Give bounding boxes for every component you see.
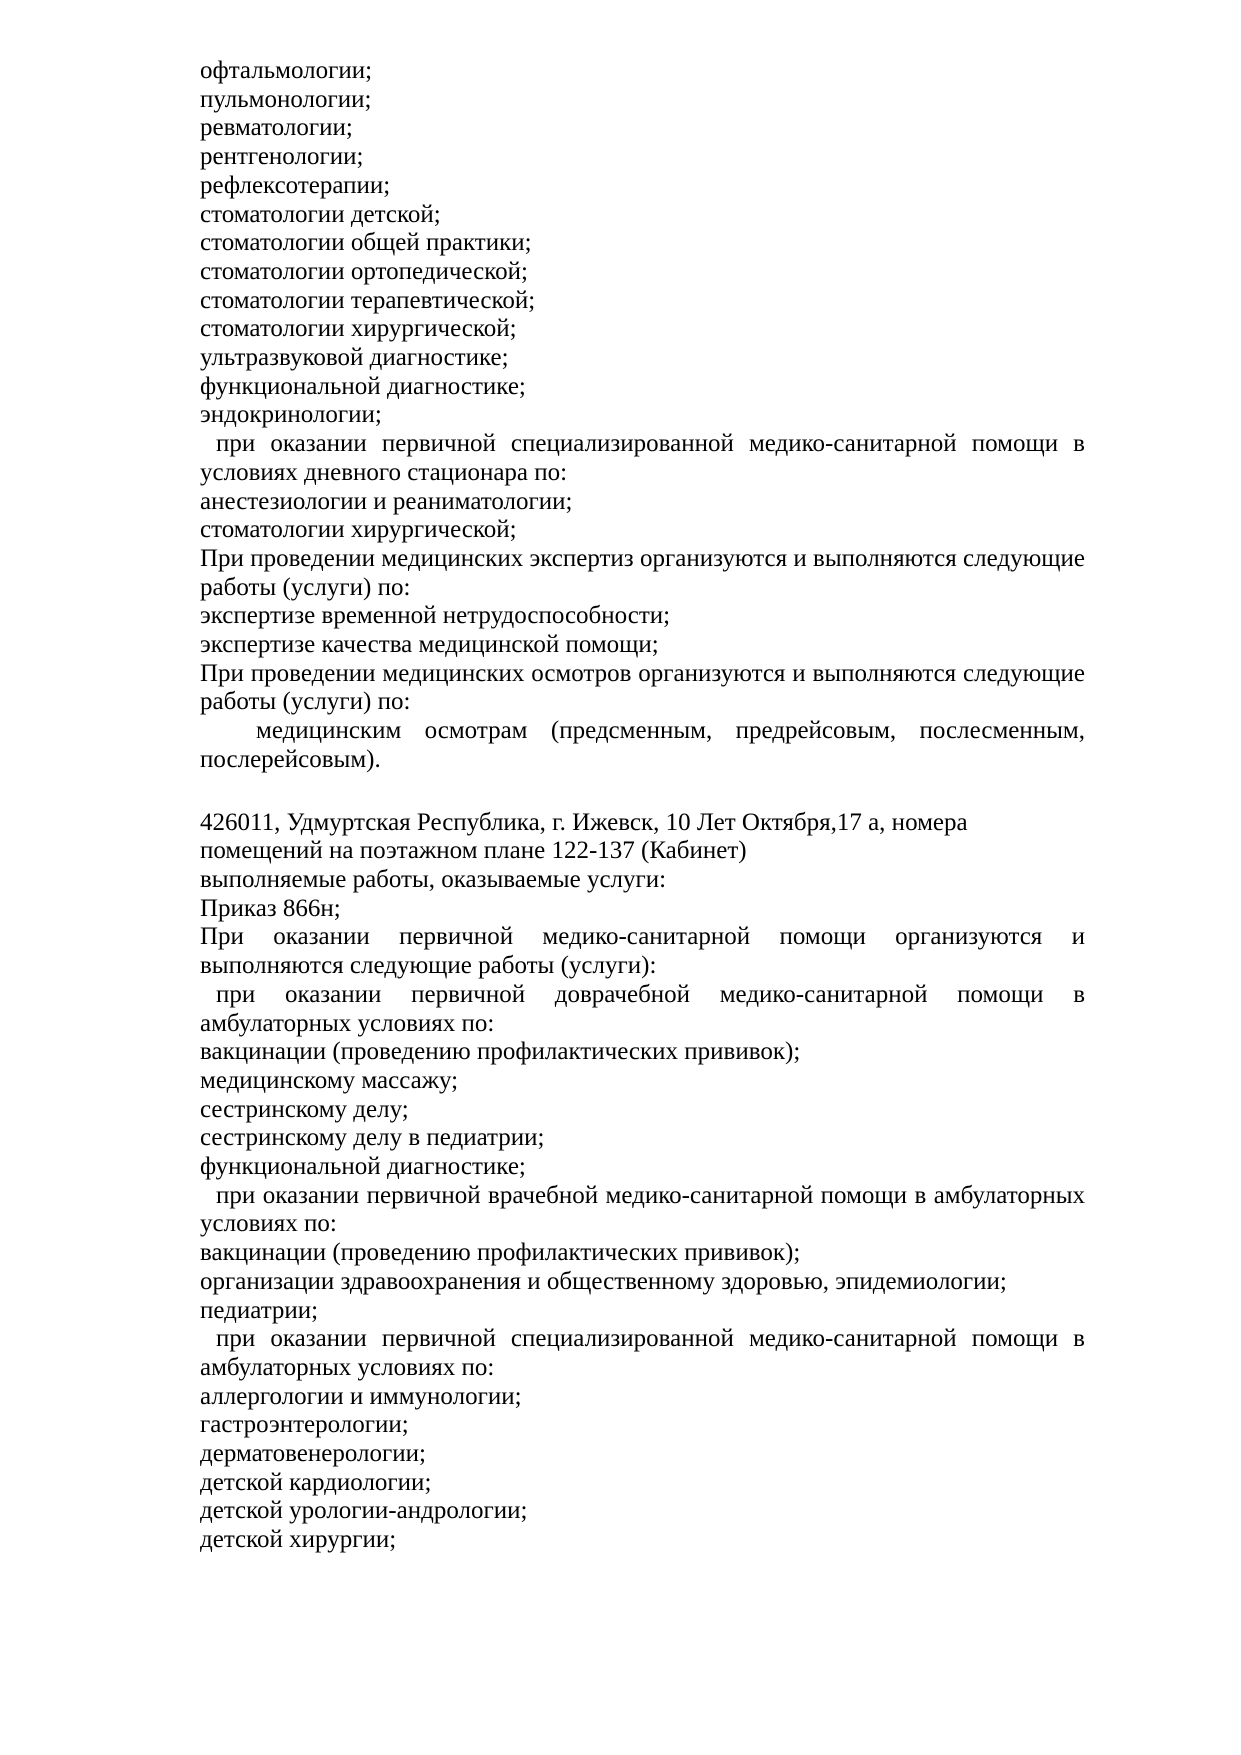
document-line: стоматологии общей практики; bbox=[200, 229, 532, 257]
document-line: При проведении медицинских экспертиз организуются и выполняются следующие работы (услуги) по: bbox=[200, 544, 1085, 601]
document-line: сестринскому делу в педиатрии; bbox=[200, 1124, 545, 1152]
document-line: пульмонологии; bbox=[200, 85, 372, 113]
document-line: стоматологии терапевтической; bbox=[200, 286, 536, 314]
document-line: аллергологии и иммунологии; bbox=[200, 1382, 522, 1410]
document-line: функциональной диагностике; bbox=[200, 1153, 526, 1181]
document-body bbox=[200, 57, 1085, 1555]
document-line: стоматологии ортопедической; bbox=[200, 257, 528, 285]
document-line: стоматологии хирургической; bbox=[200, 315, 517, 343]
document-line: рефлексотерапии; bbox=[200, 171, 391, 199]
document-line: эндокринологии; bbox=[200, 401, 382, 429]
document-line: детской кардиологии; bbox=[200, 1468, 432, 1496]
document-line: дерматовенерологии; bbox=[200, 1440, 426, 1468]
document-line: детской урологии-андрологии; bbox=[200, 1497, 528, 1525]
document-line: При оказании первичной медико-санитарной помощи организуются и выполняются следующие работы (услуги): bbox=[200, 923, 1085, 980]
document-line: При проведении медицинских осмотров организуются и выполняются следующие работы (услуги) по: bbox=[200, 659, 1085, 716]
document-line: вакцинации (проведению профилактических прививок); bbox=[200, 1038, 801, 1066]
document-line: педиатрии; bbox=[200, 1296, 319, 1324]
document-line: офтальмологии; bbox=[200, 57, 373, 84]
document-line: вакцинации (проведению профилактических прививок); bbox=[200, 1239, 801, 1267]
document-line: детской хирургии; bbox=[200, 1526, 397, 1554]
document-line: ревматологии; bbox=[200, 114, 353, 142]
document-line: стоматологии детской; bbox=[200, 200, 441, 228]
document-line: экспертизе качества медицинской помощи; bbox=[200, 631, 659, 659]
document-line: 426011, Удмуртская Республика, г. Ижевск, 10 Лет Октября,17 а, номера помещений на поэтажном плане 122-137 (Кабинет) bbox=[200, 808, 968, 865]
document-line: анестезиологии и реаниматологии; bbox=[200, 487, 573, 515]
document-line: выполняемые работы, оказываемые услуги: bbox=[200, 865, 667, 893]
document-line: медицинским осмотрам (предсменным, предрейсовым, послесменным, послерейсовым). bbox=[200, 717, 1085, 773]
document-line: при оказании первичной специализированной медико-санитарной помощи в условиях дневного стационара по: bbox=[200, 430, 1085, 486]
document-line: при оказании первичной специализированной медико-санитарной помощи в амбулаторных условиях по: bbox=[200, 1325, 1085, 1381]
document-line: при оказании первичной доврачебной медико-санитарной помощи в амбулаторных условиях по: bbox=[200, 980, 1085, 1037]
document-line: медицинскому массажу; bbox=[200, 1066, 459, 1094]
blank-line bbox=[200, 775, 1085, 809]
document-line: организации здравоохранения и общественному здоровью, эпидемиологии; bbox=[200, 1267, 1007, 1295]
document-line: функциональной диагностике; bbox=[200, 372, 526, 400]
document-line: экспертизе временной нетрудоспособности; bbox=[200, 602, 671, 630]
document-line: рентгенологии; bbox=[200, 143, 364, 171]
document-line: стоматологии хирургической; bbox=[200, 516, 517, 544]
document-line: ультразвуковой диагностике; bbox=[200, 344, 509, 372]
document-line: сестринскому делу; bbox=[200, 1095, 409, 1123]
document-line: гастроэнтерологии; bbox=[200, 1411, 409, 1439]
document-line: Приказ 866н; bbox=[200, 894, 341, 922]
document-line: при оказании первичной врачебной медико-санитарной помощи в амбулаторных условиях по: bbox=[200, 1181, 1085, 1238]
